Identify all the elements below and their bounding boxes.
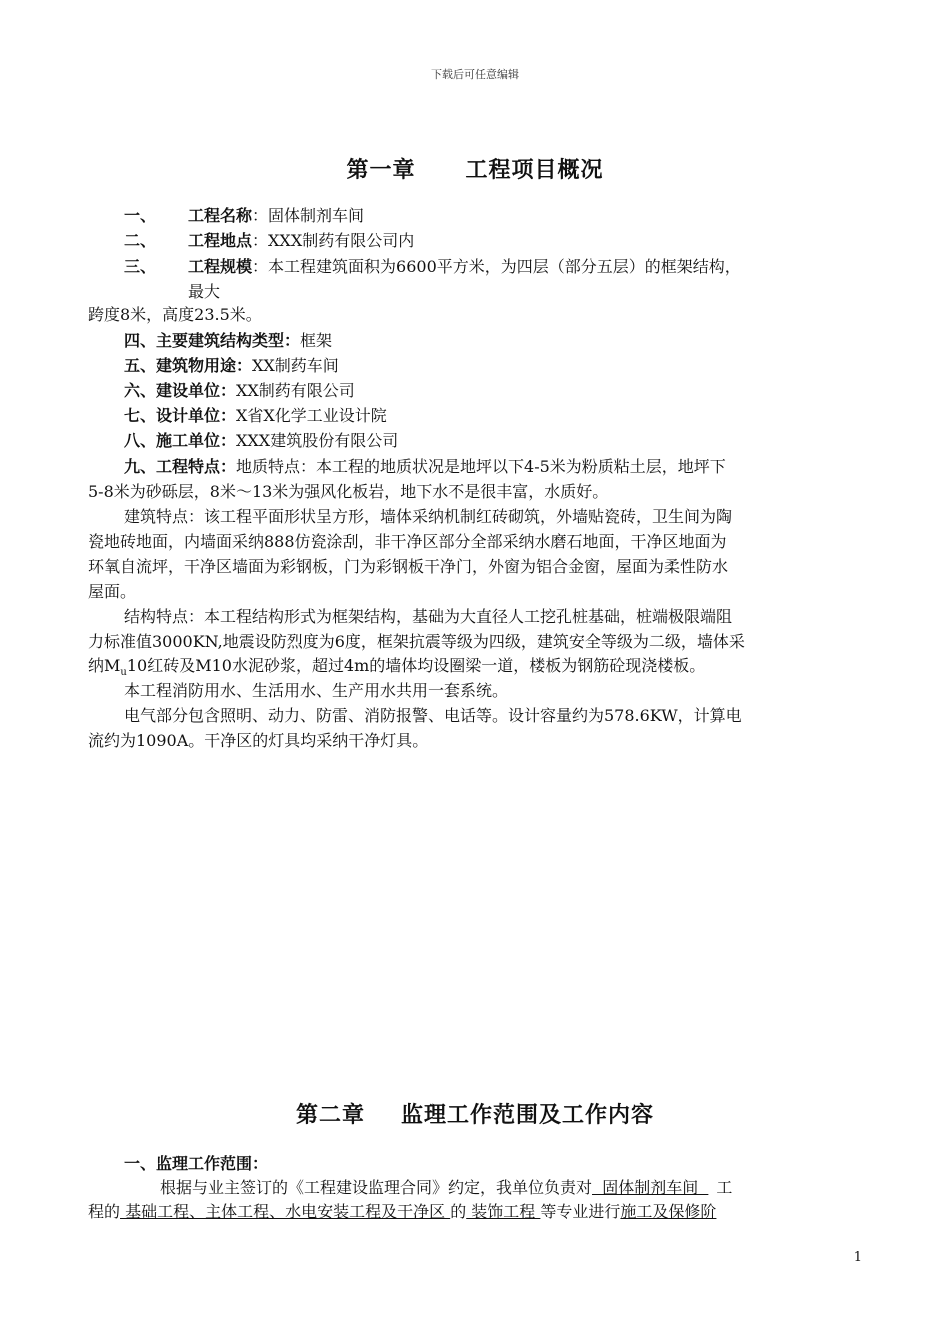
item-index: 一、 [124,206,157,225]
scope-text-c: 程的 [88,1202,121,1221]
item-value: 本工程建筑面积为6600平方米，为四层（部分五层）的框架结构， [268,257,741,276]
item-label: 工程规模 [188,257,253,276]
features-line-2: 5-8米为砂砾层，8米～13米为强风化板岩，地下水不是很丰富，水质好。 [88,482,609,501]
item-label: 八、施工单位： [124,431,237,450]
item-value: X省X化学工业设计院 [236,406,387,425]
chapter-2-number: 第二章 [295,1102,365,1128]
architecture-line-2: 瓷地砖地面，内墙面采纳888仿瓷涂刮，非干净区部分全部采纳水磨石地面，干净区地面为 [88,532,727,551]
item-value: XXX制药有限公司内 [268,231,415,250]
scope-decoration: 装饰工程 [466,1202,541,1221]
item-colon: ： [252,206,269,225]
item-owner [124,381,355,401]
architecture-line-4: 屋面。 [88,582,137,601]
scale-continuation-2: 跨度8米，高度23.5米。 [88,305,262,324]
features-label: 九、工程特点： [124,457,237,476]
item-index: 三、 [124,257,157,276]
chapter-2-title [0,1098,950,1129]
water-system-line: 本工程消防用水、生活用水、生产用水共用一套系统。 [124,681,509,700]
scope-line-1 [160,1178,732,1198]
structure-line-1: 结构特点：本工程结构形式为框架结构，基础为大直径人工挖孔桩基础，桩端极限端阻 [124,607,733,626]
section-supervision-scope: 一、监理工作范围： [124,1154,269,1173]
structure-line-3 [88,656,705,683]
scope-text-b: 工 [716,1178,733,1197]
chapter-2-heading: 监理工作范围及工作内容 [401,1102,655,1128]
item-value: XXX建筑股份有限公司 [236,431,399,450]
header-note: 下载后可任意编辑 [431,68,519,81]
item-designer [124,406,387,426]
item-structure-type [124,331,332,351]
features-text: 地质特点：本工程的地质状况是地坪以下4-5米为粉质粘土层，地坪下 [236,457,726,476]
chapter-1-title [0,153,950,184]
scope-line-2 [88,1202,716,1222]
scope-phase: 施工及保修阶 [620,1202,717,1221]
item-label: 工程地点 [188,231,253,250]
item-value: 固体制剂车间 [268,206,365,225]
chapter-1-heading: 工程项目概况 [465,157,604,183]
scope-project-name: 固体制剂车间 [592,1178,709,1197]
chapter-1-number: 第一章 [346,157,416,183]
item-label: 六、建设单位： [124,381,237,400]
architecture-line-1: 建筑特点：该工程平面形状呈方形，墙体采纳机制红砖砌筑，外墙贴瓷砖，卫生间为陶 [124,507,733,526]
item-building-use [124,356,339,376]
item-colon: ： [252,257,269,276]
item-label: 工程名称 [188,206,253,225]
subscript-u: u [120,667,127,679]
item-project-name [124,206,364,226]
item-contractor [124,431,398,451]
scope-works: 基础工程、主体工程、水电安装工程及干净区 [120,1202,451,1221]
architecture-line-3: 环氧自流坪，干净区墙面为彩钢板，门为彩钢板干净门，外窗为铝合金窗，屋面为柔性防水 [88,557,729,576]
structure-text-a: 纳M [88,656,121,675]
electrical-line-1: 电气部分包含照明、动力、防雷、消防报警、电话等。设计容量约为578.6KW，计算电 [124,706,742,725]
item-project-scale [124,257,741,277]
structure-line-2: 力标准值3000KN,地震设防烈度为6度，框架抗震等级为四级，建筑安全等级为二级，墙体采 [88,632,745,651]
item-index: 二、 [124,231,157,250]
item-value: XX制药有限公司 [236,381,355,400]
scale-continuation: 最大 [188,282,221,301]
features-line-1 [124,457,726,477]
item-project-location [124,231,414,251]
item-label: 四、主要建筑结构类型： [124,331,301,350]
scope-text-d: 的 [450,1202,467,1221]
item-value: 框架 [300,331,333,350]
scope-text-a: 根据与业主签订的《工程建设监理合同》约定，我单位负责对 [160,1178,593,1197]
item-label: 七、设计单位： [124,406,237,425]
item-value: XX制药车间 [252,356,339,375]
item-label: 五、建筑物用途： [124,356,253,375]
structure-text-b: 10红砖及M10水泥砂浆，超过4m的墙体均设圈梁一道，楼板为钢筋砼现浇楼板。 [126,656,706,675]
item-colon: ： [252,231,269,250]
page-number: 1 [853,1250,862,1265]
scope-text-e: 等专业进行 [540,1202,621,1221]
electrical-line-2: 流约为1090A。干净区的灯具均采纳干净灯具。 [88,731,429,750]
